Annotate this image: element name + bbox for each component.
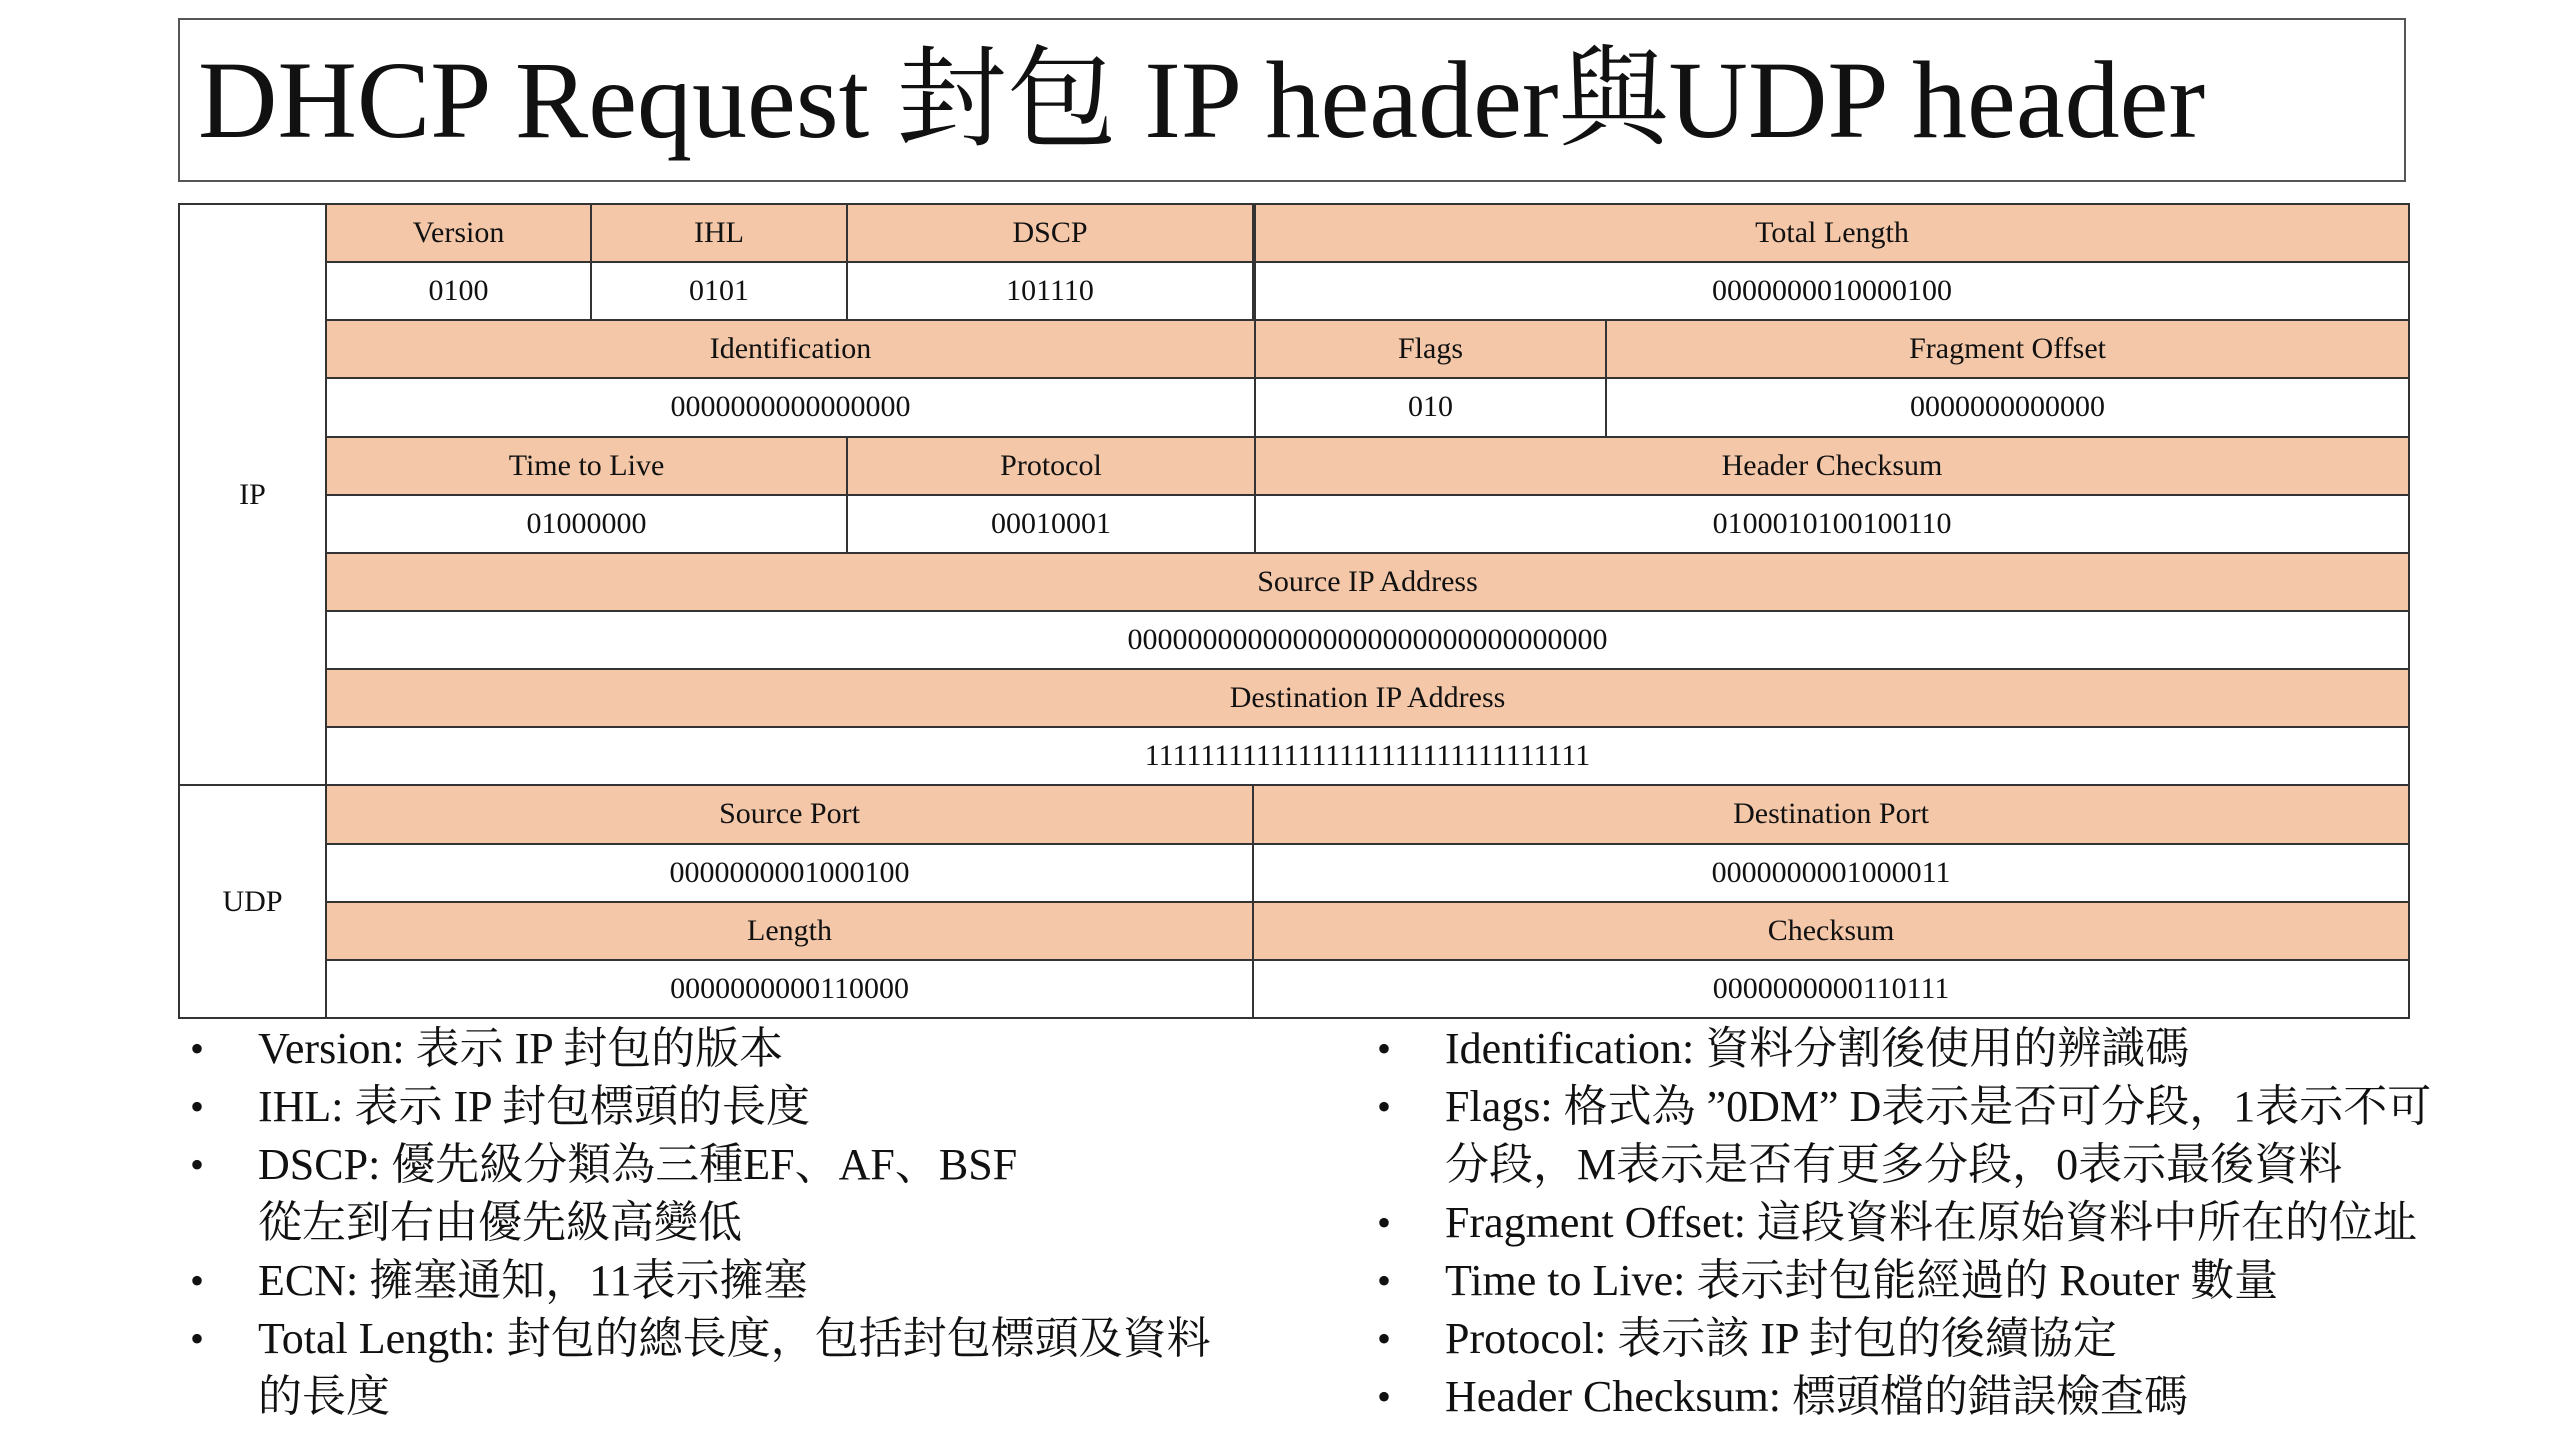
bullet-icon: • — [190, 1316, 205, 1361]
page-title: DHCP Request 封包 IP header與UDP header — [198, 39, 2206, 161]
bullet-icon: • — [1377, 1084, 1392, 1129]
bullet-icon: • — [190, 1142, 205, 1187]
ip-protocol-label: IP — [179, 204, 326, 785]
dscp-label: DSCP — [847, 204, 1253, 262]
fragment-offset-label: Fragment Offset — [1606, 320, 2409, 378]
total-length-label: Total Length — [1255, 204, 2409, 262]
bullet-icon: • — [1377, 1374, 1392, 1419]
field-notes-left — [178, 1020, 1328, 1426]
version-value: 0100 — [326, 262, 591, 320]
udp-length-label: Length — [326, 902, 1253, 960]
destination-port-label: Destination Port — [1253, 785, 2409, 843]
udp-checksum-label: Checksum — [1253, 902, 2409, 960]
list-item — [178, 1020, 1328, 1078]
bullet-icon: • — [190, 1258, 205, 1303]
list-item — [1365, 1194, 2550, 1252]
list-item — [1365, 1310, 2550, 1368]
note-ihl: IHL: 表示 IP 封包標頭的長度 — [258, 1082, 811, 1131]
header-checksum-label: Header Checksum — [1255, 437, 2409, 495]
identification-label: Identification — [326, 320, 1255, 378]
flags-label: Flags — [1255, 320, 1606, 378]
udp-checksum-value: 0000000000110111 — [1253, 960, 2409, 1018]
total-length-value: 0000000010000100 — [1255, 262, 2409, 320]
fragment-offset-value: 0000000000000 — [1606, 378, 2409, 436]
ttl-value: 01000000 — [326, 495, 847, 553]
list-item — [178, 1078, 1328, 1136]
destination-ip-label: Destination IP Address — [326, 669, 2409, 727]
destination-port-value: 0000000001000011 — [1253, 844, 2409, 902]
ttl-label: Time to Live — [326, 437, 847, 495]
note-version: Version: 表示 IP 封包的版本 — [258, 1024, 784, 1073]
protocol-label: Protocol — [847, 437, 1255, 495]
list-item — [1365, 1368, 2550, 1426]
header-table — [178, 203, 2410, 1019]
source-port-value: 0000000001000100 — [326, 844, 1253, 902]
list-item — [1365, 1252, 2550, 1310]
bullet-icon: • — [1377, 1200, 1392, 1245]
list-item — [1365, 1078, 2550, 1194]
list-item — [178, 1136, 1328, 1252]
source-port-label: Source Port — [326, 785, 1253, 843]
note-identification: Identification: 資料分割後使用的辨識碼 — [1445, 1024, 2190, 1073]
source-ip-label: Source IP Address — [326, 553, 2409, 611]
udp-length-value: 0000000000110000 — [326, 960, 1253, 1018]
version-label: Version — [326, 204, 591, 262]
udp-protocol-label: UDP — [179, 785, 326, 1018]
note-flags: Flags: 格式為 ”0DM” D表示是否可分段，1表示不可 分段，M表示是否有更多分段，0表示最後資料 — [1445, 1082, 2432, 1189]
bullet-icon: • — [1377, 1258, 1392, 1303]
dscp-value: 101110 — [847, 262, 1253, 320]
list-item — [1365, 1020, 2550, 1078]
field-notes-right — [1365, 1020, 2550, 1426]
ihl-value: 0101 — [591, 262, 847, 320]
bullet-icon: • — [190, 1026, 205, 1071]
note-dscp: DSCP: 優先級分類為三種EF、AF、BSF 從左到右由優先級高變低 — [258, 1140, 1018, 1247]
list-item — [178, 1310, 1328, 1426]
source-ip-value: 00000000000000000000000000000000 — [326, 611, 2409, 669]
title-box — [178, 18, 2406, 182]
ihl-label: IHL — [591, 204, 847, 262]
note-ttl: Time to Live: 表示封包能經過的 Router 數量 — [1445, 1256, 2279, 1305]
bullet-icon: • — [190, 1084, 205, 1129]
identification-value: 0000000000000000 — [326, 378, 1255, 436]
note-header-checksum: Header Checksum: 標頭檔的錯誤檢查碼 — [1445, 1372, 2188, 1421]
note-fragment-offset: Fragment Offset: 這段資料在原始資料中所在的位址 — [1445, 1198, 2418, 1247]
note-total-length: Total Length: 封包的總長度，包括封包標頭及資料 的長度 — [258, 1314, 1211, 1421]
protocol-value: 00010001 — [847, 495, 1255, 553]
note-ecn: ECN: 擁塞通知，11表示擁塞 — [258, 1256, 808, 1305]
note-protocol: Protocol: 表示該 IP 封包的後續協定 — [1445, 1314, 2117, 1363]
bullet-icon: • — [1377, 1026, 1392, 1071]
header-checksum-value: 0100010100100110 — [1255, 495, 2409, 553]
destination-ip-value: 11111111111111111111111111111111 — [326, 727, 2409, 785]
list-item — [178, 1252, 1328, 1310]
flags-value: 010 — [1255, 378, 1606, 436]
bullet-icon: • — [1377, 1316, 1392, 1361]
